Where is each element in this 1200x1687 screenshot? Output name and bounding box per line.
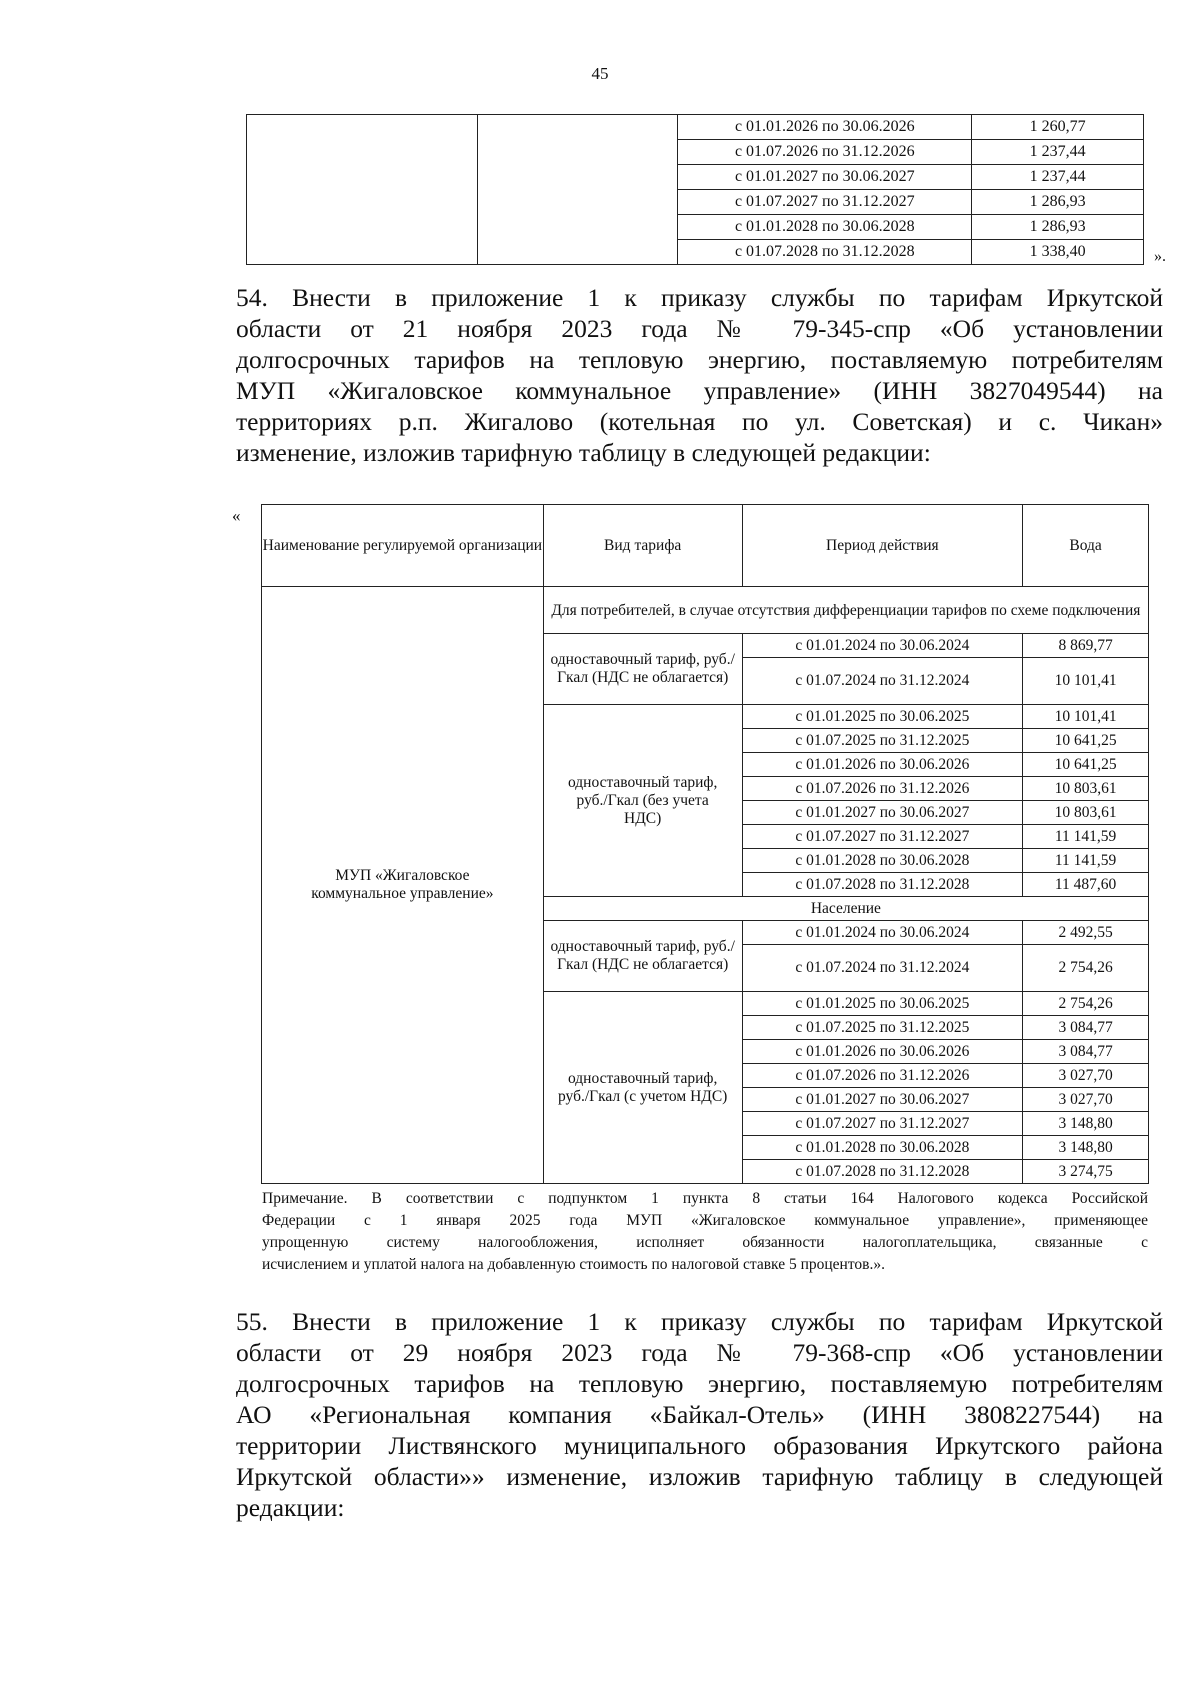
organization-cell: МУП «Жигаловское коммунальное управление» (262, 587, 544, 1184)
header-period: Период действия (742, 505, 1023, 587)
paragraph-line: 54. Внести в приложение 1 к приказу службы по тарифам Иркутской (236, 283, 1163, 312)
note-line: Примечание. В соответствии с подпунктом 1 пункта 8 статьи 164 Налогового кодекса Российской (262, 1190, 1148, 1207)
paragraph-line: редакции: (236, 1493, 345, 1522)
value-cell: 10 101,41 (1023, 705, 1149, 729)
paragraph-55 (236, 1306, 1163, 1523)
value-cell: 1 237,44 (972, 165, 1144, 190)
continuation-table (246, 114, 1144, 265)
period-cell: с 01.07.2027 по 31.12.2027 (742, 1112, 1023, 1136)
value-cell: 10 101,41 (1023, 658, 1149, 705)
table-row (247, 115, 1144, 140)
value-cell: 10 641,25 (1023, 753, 1149, 777)
value-cell: 1 286,93 (972, 190, 1144, 215)
value-cell: 11 487,60 (1023, 873, 1149, 897)
period-cell: с 01.07.2025 по 31.12.2025 (742, 1016, 1023, 1040)
tariff-table (261, 504, 1149, 1184)
paragraph-line: АО «Региональная компания «Байкал-Отель» (ИНН 3808227544) на (236, 1400, 1163, 1429)
tariff-type-cell: одноставочный тариф, руб./Гкал (НДС не облагается) (543, 634, 742, 705)
period-cell: с 01.01.2024 по 30.06.2024 (742, 921, 1023, 945)
paragraph-line: области от 21 ноября 2023 года № 79-345-спр «Об установлении (236, 314, 1163, 343)
paragraph-line: МУП «Жигаловское коммунальное управление» (ИНН 3827049544) на (236, 376, 1163, 405)
paragraph-line: долгосрочных тарифов на тепловую энергию, поставляемую потребителям (236, 1369, 1163, 1398)
period-cell: с 01.01.2025 по 30.06.2025 (742, 992, 1023, 1016)
paragraph-line: изменение, изложив тарифную таблицу в следующей редакции: (236, 438, 931, 467)
period-cell: с 01.01.2027 по 30.06.2027 (742, 801, 1023, 825)
period-cell: с 01.07.2028 по 31.12.2028 (742, 873, 1023, 897)
value-cell: 11 141,59 (1023, 849, 1149, 873)
opening-quote: « (232, 506, 241, 525)
value-cell: 10 803,61 (1023, 801, 1149, 825)
period-cell: с 01.01.2026 по 30.06.2026 (678, 115, 972, 140)
header-tariff-type: Вид тарифа (543, 505, 742, 587)
value-cell: 3 148,80 (1023, 1136, 1149, 1160)
value-cell: 3 084,77 (1023, 1040, 1149, 1064)
note-line: упрощенную систему налогообложения, исполняет обязанности налогоплательщика, связанные с (262, 1234, 1148, 1251)
paragraph-line: Иркутской области»» изменение, изложив тарифную таблицу в следующей (236, 1462, 1163, 1491)
closing-quote: ». (1154, 248, 1166, 265)
period-cell: с 01.07.2024 по 31.12.2024 (742, 658, 1023, 705)
section-title: Для потребителей, в случае отсутствия дифференциации тарифов по схеме подключения (543, 587, 1148, 634)
period-cell: с 01.01.2028 по 30.06.2028 (742, 849, 1023, 873)
paragraph-line: области от 29 ноября 2023 года № 79-368-спр «Об установлении (236, 1338, 1163, 1367)
value-cell: 3 027,70 (1023, 1064, 1149, 1088)
period-cell: с 01.01.2026 по 30.06.2026 (742, 1040, 1023, 1064)
period-cell: с 01.01.2028 по 30.06.2028 (678, 215, 972, 240)
value-cell: 8 869,77 (1023, 634, 1149, 658)
period-cell: с 01.07.2026 по 31.12.2026 (742, 777, 1023, 801)
period-cell: с 01.07.2026 по 31.12.2026 (678, 140, 972, 165)
period-cell: с 01.01.2024 по 30.06.2024 (742, 634, 1023, 658)
section-title: Население (543, 897, 1148, 921)
section-row (262, 587, 1149, 634)
period-cell: с 01.07.2026 по 31.12.2026 (742, 1064, 1023, 1088)
value-cell: 3 274,75 (1023, 1160, 1149, 1184)
note-line: Федерации с 1 января 2025 года МУП «Жигаловское коммунальное управление», применяющее (262, 1212, 1148, 1229)
period-cell: с 01.07.2027 по 31.12.2027 (678, 190, 972, 215)
period-cell: с 01.07.2024 по 31.12.2024 (742, 945, 1023, 992)
period-cell: с 01.07.2027 по 31.12.2027 (742, 825, 1023, 849)
table-note (262, 1188, 1148, 1276)
empty-cell (477, 115, 678, 265)
period-cell: с 01.07.2025 по 31.12.2025 (742, 729, 1023, 753)
header-org: Наименование регулируемой организации (262, 505, 544, 587)
paragraph-line: 55. Внести в приложение 1 к приказу службы по тарифам Иркутской (236, 1307, 1163, 1336)
period-cell: с 01.01.2026 по 30.06.2026 (742, 753, 1023, 777)
value-cell: 1 237,44 (972, 140, 1144, 165)
paragraph-54 (236, 282, 1163, 468)
value-cell: 10 803,61 (1023, 777, 1149, 801)
header-water: Вода (1023, 505, 1149, 587)
value-cell: 1 338,40 (972, 240, 1144, 265)
value-cell: 3 027,70 (1023, 1088, 1149, 1112)
period-cell: с 01.07.2028 по 31.12.2028 (678, 240, 972, 265)
value-cell: 11 141,59 (1023, 825, 1149, 849)
period-cell: с 01.07.2028 по 31.12.2028 (742, 1160, 1023, 1184)
paragraph-line: территории Листвянского муниципального образования Иркутского района (236, 1431, 1163, 1460)
value-cell: 1 286,93 (972, 215, 1144, 240)
value-cell: 2 754,26 (1023, 992, 1149, 1016)
page-number: 45 (591, 64, 609, 83)
period-cell: с 01.01.2028 по 30.06.2028 (742, 1136, 1023, 1160)
paragraph-line: территориях р.п. Жигалово (котельная по ул. Советская) и с. Чикан» (236, 407, 1163, 436)
value-cell: 10 641,25 (1023, 729, 1149, 753)
value-cell: 2 754,26 (1023, 945, 1149, 992)
tariff-type-cell: одноставочный тариф, руб./Гкал (с учетом НДС) (543, 992, 742, 1184)
value-cell: 2 492,55 (1023, 921, 1149, 945)
empty-cell (247, 115, 478, 265)
paragraph-line: долгосрочных тарифов на тепловую энергию, поставляемую потребителям (236, 345, 1163, 374)
value-cell: 3 084,77 (1023, 1016, 1149, 1040)
period-cell: с 01.01.2027 по 30.06.2027 (678, 165, 972, 190)
period-cell: с 01.01.2027 по 30.06.2027 (742, 1088, 1023, 1112)
value-cell: 1 260,77 (972, 115, 1144, 140)
tariff-type-cell: одноставочный тариф, руб./Гкал (без учета НДС) (543, 705, 742, 897)
tariff-type-cell: одноставочный тариф, руб./Гкал (НДС не облагается) (543, 921, 742, 992)
period-cell: с 01.01.2025 по 30.06.2025 (742, 705, 1023, 729)
note-line: исчислением и уплатой налога на добавленную стоимость по налоговой ставке 5 процентов.». (262, 1256, 885, 1273)
value-cell: 3 148,80 (1023, 1112, 1149, 1136)
table-header-row (262, 505, 1149, 587)
